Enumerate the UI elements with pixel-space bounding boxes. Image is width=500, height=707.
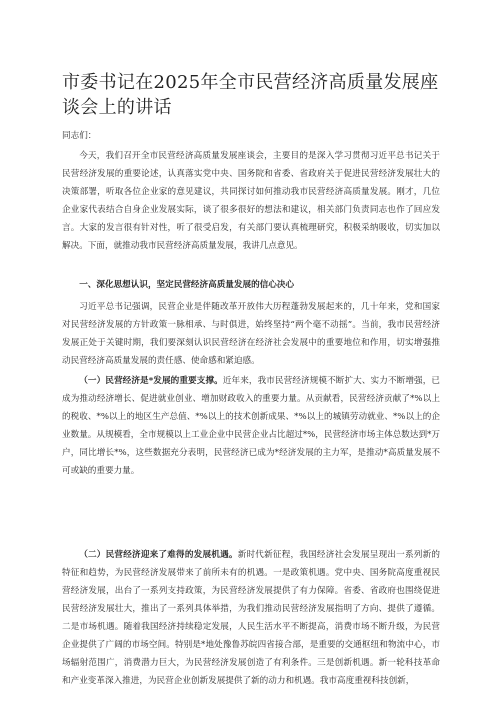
- section-heading-1: 一、深化思想认识，坚定民营经济高质量发展的信心决心: [79, 280, 295, 290]
- subsection-1-heading: （一）民营经济是*发展的重要支撑。: [79, 376, 223, 386]
- subsection-2-paragraph: [62, 546, 440, 690]
- subsection-2-text: 新时代新征程，我国经济社会发展呈现出一系列新的特征和趋势，为民营经济发展带来了前所未有的机遇。一是政策机遇。党中央、国务院高度重视民营经济发展，出台了一系列支持政策，为民营经济发展提供了有力保障。省委、省政府也围绕促进民营经济发展壮大，推出了一系列具体举措，为我们推动民营经济发展指明了方向、提供了遵循。二是市场机遇。随着我国经济持续稳定发展，人民生活水平不断提高，消费市场不断升级，为民营企业提供了广阔的市场空间。特别是*地处豫鲁苏皖四省接合部，是重要的交通枢纽和物流中心，市场辐射范围广，消费潜力巨大，为民营经济发展创造了有利条件。三是创新机遇。新一轮科技革命和产业变革深入推进，为民营企业创新发展提供了新的动力和机遇。我市高度重视科技创新，: [62, 550, 440, 686]
- subsection-2-heading: （二）民营经济迎来了难得的发展机遇。: [79, 550, 238, 560]
- greeting: 同志们：: [62, 131, 97, 141]
- intro-paragraph: 今天，我们召开全市民营经济高质量发展座谈会，主要目的是深入学习贯彻习近平总书记关于民营经济发展的重要论述，认真落实党中央、国务院和省委、省政府关于促进民营经济发展壮大的决策部署，听取各位企业家的意见建议，共同探讨如何推动我市民营经济高质量发展。刚才，几位企业家代表结合自身企业发展实际，谈了很多很好的想法和建议，相关部门负责同志也作了回应发言。大家的发言很有针对性，听了很受启发，有关部门要认真梳理研究，积极采纳吸收，切实加以解决。下面，就推动我市民营经济高质量发展，我讲几点意见。: [62, 151, 440, 251]
- subsection-1-text: 近年来，我市民营经济规模不断扩大、实力不断增强，已成为推动经济增长、促进就业创业、增加财政收入的重要力量。从贡献看，民营经济贡献了*%以上的税收、*%以上的地区生产总值、*%以上的技术创新成果、*%以上的城镇劳动就业、*%以上的企业数量。从规模看，全市规模以上工业企业中民营企业占比超过*%，民营经济市场主体总数达到*万户，同比增长*%，这些数据充分表明，民营经济已成为*经济发展的主力军，是推动*高质量发展不可或缺的重要力量。: [62, 376, 440, 476]
- subsection-1-paragraph: [62, 372, 440, 480]
- page-title: 市委书记在2025年全市民营经济高质量发展座谈会上的讲话: [62, 72, 439, 118]
- section1-paragraph: 习近平总书记强调，民营企业是伴随改革开放伟大历程蓬勃发展起来的，几十年来，党和国家对民营经济发展的方针政策一脉相承、与时俱进，始终坚持“两个毫不动摇”。当前，我市民营经济发展正处于关键时期，我们要深刻认识民营经济在经济社会发展中的重要地位和作用，切实增强推动民营经济高质量发展的责任感、使命感和紧迫感。: [62, 302, 440, 366]
